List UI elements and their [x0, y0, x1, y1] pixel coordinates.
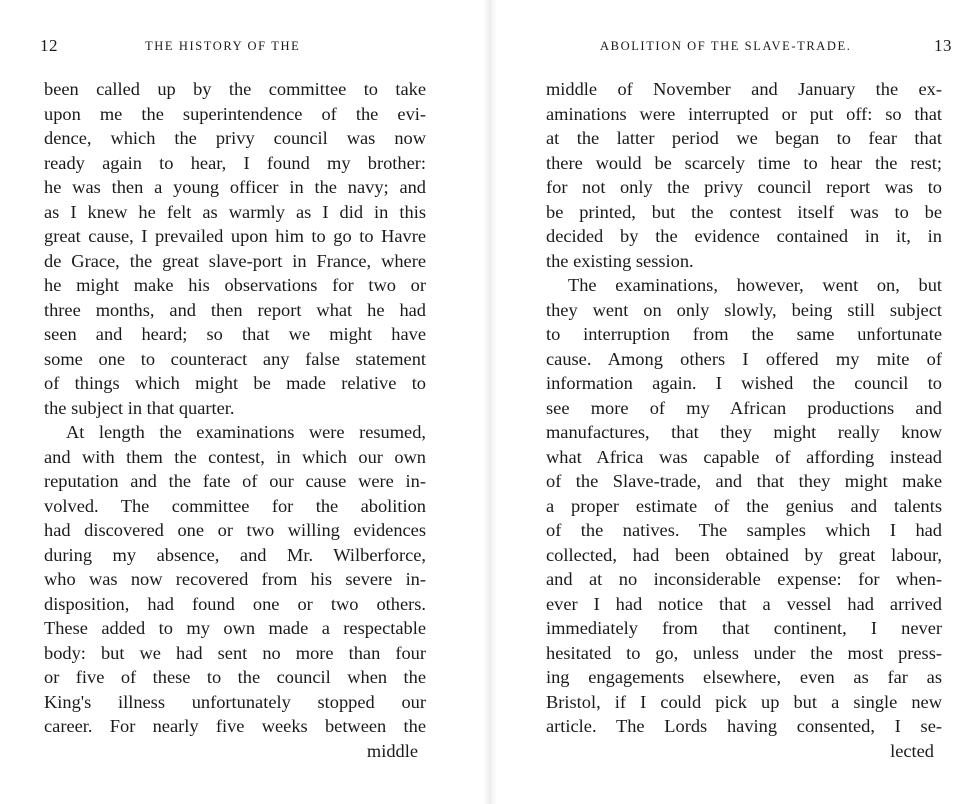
text-line: the subject in that quarter. [44, 397, 235, 418]
text-line: information again. I wished the council to [546, 373, 942, 393]
text-line: see more of my African productions and [546, 397, 942, 418]
right-page [540, 0, 952, 804]
text-line: been called up by the committee to take [44, 79, 426, 99]
text-line: they went on only slowly, being still subject [546, 299, 942, 320]
text-line: of the Slave-trade, and that they might make [546, 471, 942, 491]
text-line: had discovered one or two willing evidences [44, 520, 426, 540]
text-line: of the natives. The samples which I had [546, 520, 942, 540]
left-page-number: 12 [40, 36, 58, 55]
text-line: ing engagements elsewhere, even as far as [546, 667, 942, 687]
text-line: At length the examinations were resumed, [66, 422, 426, 442]
text-line: great cause, I prevailed upon him to go to Havre [44, 226, 426, 246]
text-line: cause. Among others I offered my mite of [546, 348, 942, 369]
text-line: The examinations, however, went on, but [568, 275, 942, 295]
text-line: career. For nearly five weeks between the [44, 716, 426, 736]
text-line: a proper estimate of the genius and talents [546, 495, 942, 516]
text-line: aminations were interrupted or put off: so that [546, 103, 942, 124]
text-line: Bristol, if I could pick up but a single new [546, 691, 942, 712]
text-line: These added to my own made a respectable [44, 618, 426, 638]
text-line: manufactures, that they might really know [546, 422, 942, 442]
text-line: disposition, had found one or two others. [44, 593, 426, 614]
book-gutter [483, 0, 497, 804]
text-line: de Grace, the great slave-port in France, where [44, 250, 426, 271]
right-page-text [546, 77, 942, 763]
right-running-title: ABOLITION OF THE SLAVE-TRADE. [600, 39, 852, 53]
left-running-head [30, 36, 440, 58]
left-running-title: THE HISTORY OF THE [145, 39, 301, 53]
text-line: decided by the evidence contained in it, in [546, 226, 942, 246]
text-line: body: but we had sent no more than four [44, 642, 426, 663]
text-line: he was then a young officer in the navy; and [44, 177, 426, 197]
catchword: middle [366, 740, 418, 761]
text-line: who was now recovered from his severe in- [44, 569, 426, 589]
text-line: to interruption from the same unfortunate [546, 324, 942, 344]
left-page [30, 0, 440, 804]
left-page-text [44, 77, 426, 763]
catchword: lected [890, 740, 934, 761]
text-line: article. The Lords having consented, I se- [546, 716, 942, 736]
text-line: ready again to hear, I found my brother: [44, 152, 426, 173]
text-line: for not only the privy council report was to [546, 177, 942, 197]
text-line: of things which might be made relative to [44, 373, 426, 393]
text-line: seen and heard; so that we might have [44, 324, 426, 344]
text-line: he might make his observations for two or [44, 275, 426, 295]
text-line: upon me the superintendence of the evi- [44, 103, 426, 124]
right-page-number: 13 [934, 36, 952, 55]
text-line: and with them the contest, in which our own [44, 446, 426, 467]
text-line: at the latter period we began to fear that [546, 128, 942, 148]
text-line: middle of November and January the ex- [546, 79, 942, 99]
text-line: reputation and the fate of our cause were in- [44, 471, 426, 491]
text-line: the existing session. [546, 250, 694, 271]
text-line: King's illness unfortunately stopped our [44, 691, 426, 712]
text-line: be printed, but the contest itself was to be [546, 201, 942, 222]
text-line: and at no inconsiderable expense: for when- [546, 569, 942, 589]
text-line: during my absence, and Mr. Wilberforce, [44, 544, 426, 565]
text-line: ever I had notice that a vessel had arrived [546, 593, 942, 614]
text-line: three months, and then report what he had [44, 299, 426, 320]
text-line: what Africa was capable of affording instead [546, 446, 942, 467]
text-line: as I knew he felt as warmly as I did in this [44, 201, 426, 222]
text-line: volved. The committee for the abolition [44, 495, 426, 516]
text-line: or five of these to the council when the [44, 667, 426, 687]
right-running-head [540, 36, 952, 58]
text-line: some one to counteract any false statement [44, 348, 426, 369]
text-line: there would be scarcely time to hear the rest; [546, 152, 942, 173]
text-line: collected, had been obtained by great labour, [546, 544, 942, 565]
text-line: immediately from that continent, I never [546, 618, 942, 638]
text-line: dence, which the privy council was now [44, 128, 426, 148]
text-line: hesitated to go, unless under the most press- [546, 642, 942, 663]
